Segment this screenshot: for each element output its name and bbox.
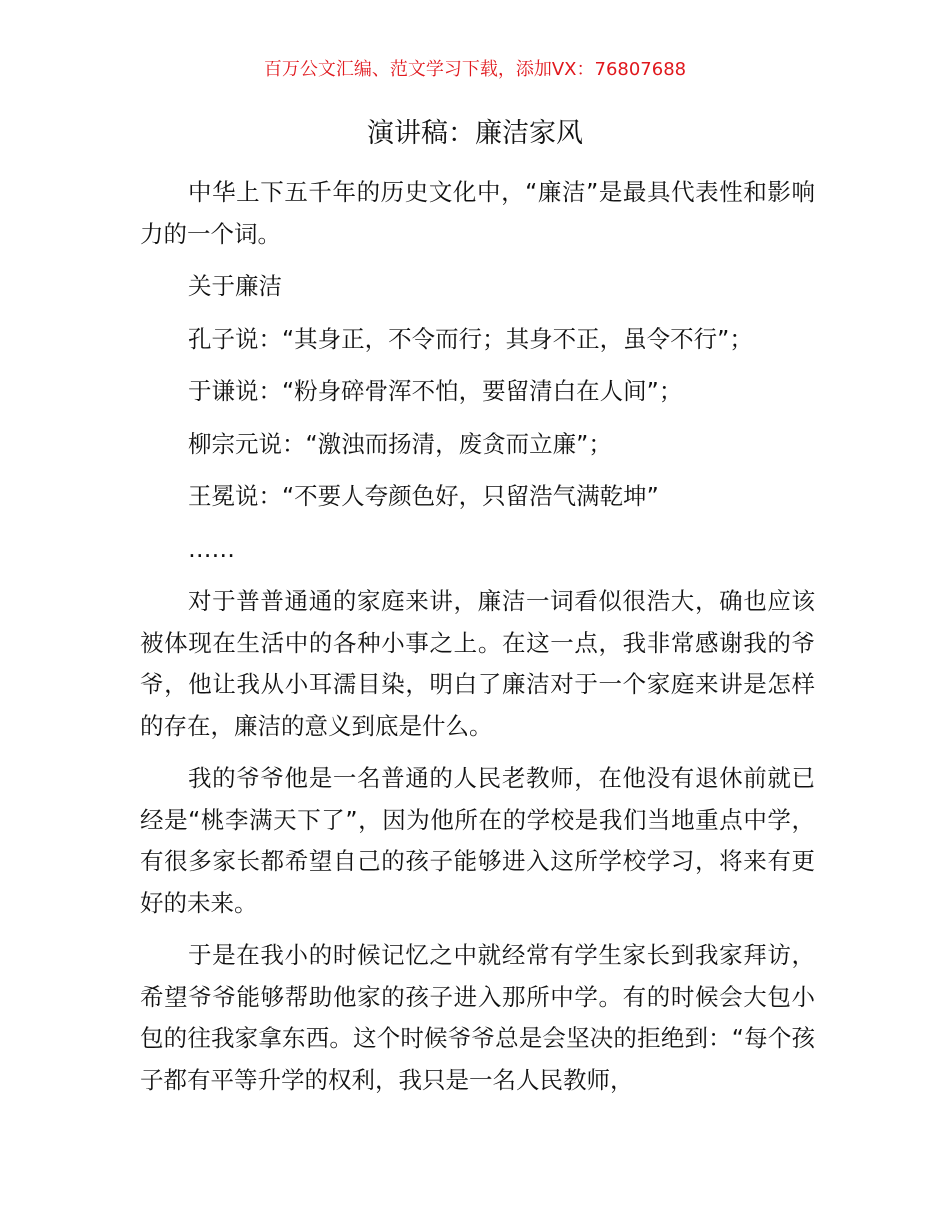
- quote-line: 王冕说：“不要人夸颜色好，只留浩气满乾坤”: [188, 482, 659, 510]
- quote-line: 柳宗元说：“激浊而扬清，废贪而立廉”；: [188, 429, 612, 458]
- body-paragraph: 对于普普通通的家庭来讲，廉洁一词看似很浩大，确也应该被体现在生活中的各种小事之上。在这一点，我非常感谢我的爷爷，他让我从小耳濡目染，明白了廉洁对于一个家庭来讲是怎样的存在，廉洁的意义到底是什么。: [140, 587, 815, 740]
- quote-line: 孔子说：“其身正，不令而行；其身不正，虽令不行”；: [188, 324, 753, 353]
- ellipsis-line: ……: [188, 534, 235, 563]
- body-paragraph: 我的爷爷他是一名普通的人民老教师，在他没有退休前就已经是“桃李满天下了”，因为他所在的学校是我们当地重点中学，有很多家长都希望自己的孩子能够进入这所学校学习，将来有更好的未来。: [140, 764, 815, 917]
- header-download-note: 百万公文汇编、范文学习下载，添加VX：76807688: [263, 59, 687, 80]
- document-body: [140, 172, 815, 1112]
- intro-paragraph: 中华上下五千年的历史文化中，“廉洁”是最具代表性和影响力的一个词。: [140, 178, 815, 248]
- section-heading: 关于廉洁: [188, 272, 282, 300]
- body-paragraph: 于是在我小的时候记忆之中就经常有学生家长到我家拜访，希望爷爷能够帮助他家的孩子进入那所中学。有的时候会大包小包的往我家拿东西。这个时候爷爷总是会坚决的拒绝到：“每个孩子都有平等升学的权利，我只是一名人民教师，: [140, 941, 815, 1094]
- document-title: 演讲稿：廉洁家风: [367, 118, 583, 149]
- quote-line: 于谦说：“粉身碎骨浑不怕，要留清白在人间”；: [188, 377, 683, 405]
